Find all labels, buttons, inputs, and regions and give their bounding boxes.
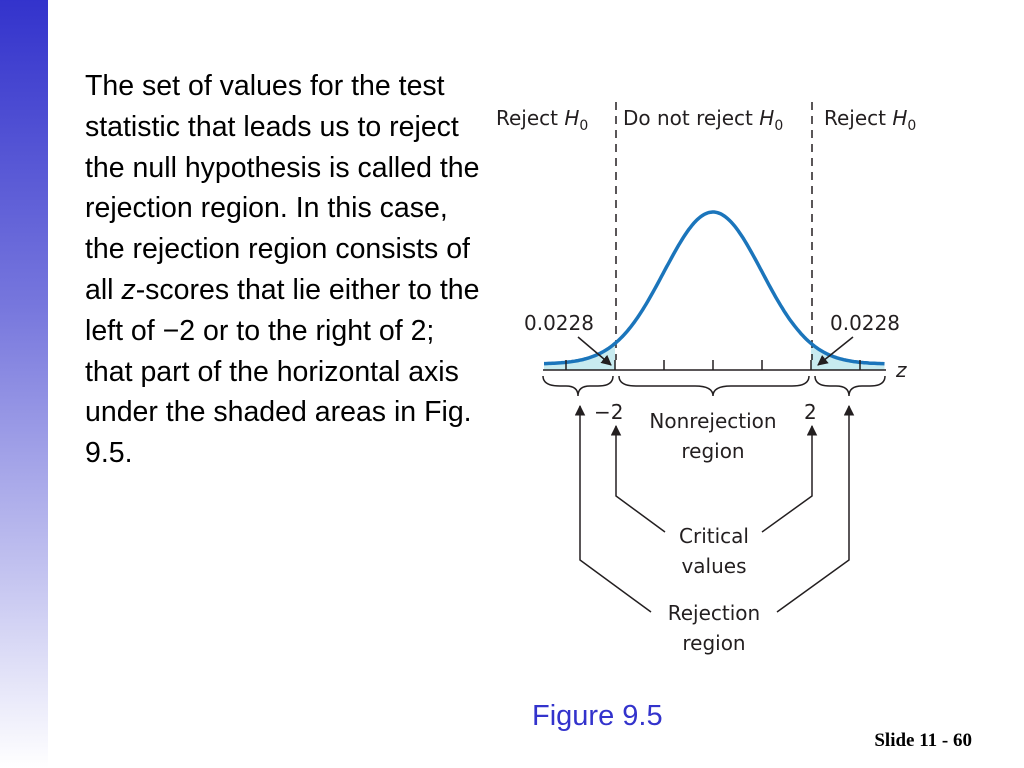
rejection-region-label-line1: Rejection bbox=[667, 601, 761, 625]
reject-right-label: Reject $H_0$ bbox=[824, 106, 917, 134]
rejection-region-label-line2: region bbox=[682, 631, 746, 655]
critical-value-right: 2 bbox=[804, 400, 817, 424]
nonrejection-region-label-line2: region bbox=[681, 439, 745, 463]
right-tail-area-label: 0.0228 bbox=[830, 311, 900, 335]
body-text-part-2: -scores that lie either to the left of −2 or to the right of 2; that part of the horizontal axis under the shaded areas in Fig. 9.5. bbox=[85, 273, 480, 470]
do-not-reject-label: Do not reject $H_0$ bbox=[623, 106, 784, 134]
nonrejection-brace bbox=[619, 376, 809, 396]
slide-sidebar-gradient bbox=[0, 0, 48, 768]
left-tail-area-label: 0.0228 bbox=[524, 311, 594, 335]
body-text-part-1: The set of values for the test statistic that leads us to reject the null hypothesis is called the rejection region. In this case, the rejection region consists of all bbox=[85, 70, 480, 306]
critical-left-arrow bbox=[616, 426, 665, 532]
body-text-z: z bbox=[121, 273, 136, 306]
normal-distribution-figure bbox=[488, 96, 948, 666]
right-tail-shading bbox=[811, 343, 885, 370]
rejection-right-arrow bbox=[777, 406, 849, 612]
body-paragraph bbox=[85, 66, 485, 474]
critical-values-label-line2: values bbox=[681, 554, 747, 578]
z-axis-label: z bbox=[896, 358, 907, 382]
figure-caption: Figure 9.5 bbox=[532, 700, 663, 732]
slide-number: Slide 11 - 60 bbox=[874, 730, 972, 751]
critical-right-arrow bbox=[762, 426, 812, 532]
left-tail-shading bbox=[544, 343, 615, 370]
critical-values-label-line1: Critical bbox=[679, 524, 749, 548]
normal-curve bbox=[544, 212, 885, 364]
left-rejection-brace bbox=[543, 376, 613, 396]
right-rejection-brace bbox=[815, 376, 885, 396]
reject-left-label: Reject $H_0$ bbox=[496, 106, 589, 134]
nonrejection-region-label-line1: Nonrejection bbox=[649, 409, 777, 433]
critical-value-left: −2 bbox=[594, 400, 624, 424]
